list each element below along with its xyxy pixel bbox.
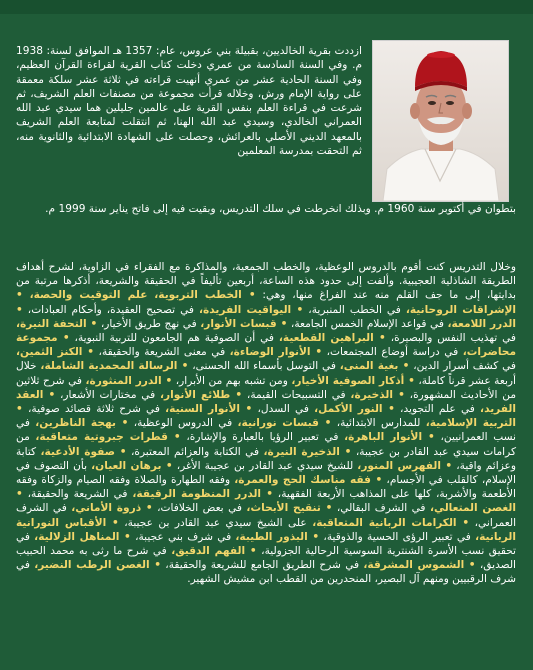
work-description: في نهج طريق الأخيار،: [97, 317, 201, 330]
work-title: • التربية الإسلامية،: [16, 403, 516, 430]
work-description: من كرامات سيدي عبد القادر بن عجيبة،: [16, 431, 517, 458]
work-description: في تعبير الرؤى الحسية والذوقية،: [319, 530, 476, 543]
work-description: في السدل،: [252, 403, 315, 416]
work-description: في أن الصوفية هم الجامعون للتربية النبوية،: [69, 332, 279, 345]
author-biography: ازددت بقرية الخالديين، بقبيلة بني عروس، عام: 1357 هـ الموافق لسنة: 1938 م. وفي السنة السادسة من عمري دخلت كتاب القرية لقراءة القرآن العظيم، وفي السنة الحادية عشر من عمري أنهيت قراءته في ثلاثة عشر سلكة معمقة على رواية الإمام ورش، وخلاله قرأت مجموعة من مصنفات العلم الشريف، ثم شرعت في قراءة العلم بنفس القرية على عالمين جليلين هما سيدي عبد الله العمراني الخالدي، وسيدي عبد الله الهنا، ثم انتقلت لمتابعة العلم الشريف بالمعهد الديني الأصلي بالعرائش، وحصلت على الشهادة الابتدائية والثانوية منه، ثم التحقت بمدرسة المعلمين: [16, 45, 362, 158]
work-description: للشيخ سيدي عبد القادر بن عجيبة الأغر،: [172, 459, 358, 472]
work-title: • صفوة الأدعية،: [40, 445, 127, 458]
work-title: • تنقيح الأبحاث،: [246, 502, 333, 515]
work-description: وخلال التدريس كنت أقوم بالدروس الوعظية، والخطب الجمعية، والمذاكرة مع الفقراء في الزاوية، لشرح أهداف الطريقة الشاذلية العجيبية. وألفت إلى حدود هذه الساعة، أربعين تأليفاً في الحقيقة والشريعة، أذكرها مرتبة من بدايتها، إلى ما جف القلم منه عند الفراغ منها، وهي:: [16, 261, 516, 302]
work-description: في دراسة أوضاع المجتمعات،: [322, 346, 463, 359]
work-title: علم التوقيت والحصة،: [29, 289, 148, 302]
work-description: في تهذيب النفس والبصيرة،: [385, 332, 516, 345]
work-title: • قبسات الأنوار،: [200, 317, 288, 330]
work-description: على الشيخ سيدي عبد القادر بن عجيبة،: [118, 516, 313, 529]
work-title: • الذخيرة النيرة،: [263, 445, 352, 458]
work-description: في الكتابة والعزائم المعتبرة،: [126, 445, 264, 458]
work-title: • الخطب التربوية،: [154, 289, 256, 302]
work-title: • طلائع الأنوار،: [160, 388, 243, 401]
work-title: • البذور الطيبة،: [235, 530, 320, 543]
work-title: • الشموس المشرقة،: [363, 559, 476, 572]
work-title: • الكرامات الربانية المتعاقبة،: [312, 516, 470, 529]
work-title: • التحفة النيرة،: [16, 317, 98, 330]
work-description: للمدارس الابتدائية،: [331, 417, 426, 430]
work-description: في شرح الطريق الجامع للشريعة والحقيقة،: [161, 559, 364, 572]
work-title: • النور الأكمل،: [314, 403, 395, 416]
work-title: • الأقباس النورانية الربانية،: [16, 516, 516, 543]
work-title: • فقه مناسك الحج والعمرة،: [234, 474, 383, 487]
work-title: • الدرر المنثورة،: [85, 374, 173, 387]
work-title: • الأنوار الوضاءة،: [229, 346, 323, 359]
work-description: في الشرف العمراني،: [16, 502, 517, 529]
author-biography-continued: بتطوان في أكتوبر سنة 1960 م. وبذلك انخرطت في سلك التدريس، وبقيت فيه إلى فاتح يناير سنة 1999 م.: [45, 203, 516, 215]
work-description: في تصحيح العقيدة، وأحكام العبادات،: [22, 303, 199, 316]
work-title: • البراهين القطعية،: [278, 332, 386, 345]
works-list: [16, 260, 516, 587]
work-title: • الغصن الرطب النضير،: [34, 559, 162, 572]
work-description: في التوسل بأسماء الله الحسنى،: [188, 360, 340, 373]
work-description: في شرح ثلاثين من الأحاديث المشهورة،: [16, 374, 517, 401]
work-description: كتابة وعزائم واقية،: [16, 445, 516, 472]
work-description: في الدروس الوعظية،: [128, 417, 238, 430]
work-description: في نسب العمرانيين،: [16, 417, 516, 444]
work-description: في تحقيق نسب الأسرة الشنترية السوسية الرحالية الجزولية،: [16, 530, 516, 558]
work-title: • الدرر اللامعة،: [16, 303, 516, 330]
work-title: • الإشراقات الروحانية،: [16, 289, 517, 316]
work-description: خلال أربعة عشر قرناً كاملة،: [16, 360, 516, 387]
work-description: في قواعد الإسلام الخمس الجامعة،: [287, 317, 448, 330]
work-title: • ذروة الأماني،: [71, 502, 153, 515]
work-description: بأن التصوف في الإسلام، كالقلب في الأجسام،: [16, 459, 516, 487]
work-title: • قطرات جبروتية متعاقبة،: [35, 431, 181, 444]
author-portrait: [372, 40, 509, 202]
work-title: • بهجة الناظرين،: [35, 417, 129, 430]
work-title: • بغية المنى،: [339, 360, 410, 373]
work-title: • الغصن المتعالي،: [16, 488, 516, 515]
work-title: • الفهرس المنور،: [357, 459, 453, 472]
work-description: في كشف أسرار الدين،: [409, 360, 516, 373]
work-title: • أذكار الصوفية الأخيار،: [291, 374, 415, 387]
work-title: • الأنوار الباهرة،: [344, 431, 435, 444]
work-title: • المناهل الزلالية،: [34, 530, 131, 543]
work-description: في معنى الشريعة والحقيقة،: [94, 346, 230, 359]
work-description: في الخطب المنبرية،: [303, 303, 406, 316]
work-title: • الفهم الدقيق،: [171, 545, 257, 558]
work-title: • الدرر المنظومة الرقيقة،: [132, 488, 273, 501]
work-title: • اليواقيت الفريدة،: [199, 303, 304, 316]
work-title: • الأنوار السنية،: [165, 403, 253, 416]
work-description: في علم التجويد،: [394, 403, 481, 416]
work-title: • مجموعة محاضرات،: [16, 332, 517, 359]
work-description: في الشريعة والحقيقة،: [22, 488, 133, 501]
work-title: • قبسات نورانية،: [237, 417, 332, 430]
top-frame-band: [0, 0, 533, 14]
work-title: • الكنز الثمين،: [16, 346, 95, 359]
work-description: في التسبيحات القيمة،: [242, 388, 351, 401]
work-description: في شرف بني عجيبة،: [130, 530, 236, 543]
work-title: • الرسالة المحمدية الشاملة،: [40, 360, 189, 373]
work-title: • العقد الفريد،: [16, 388, 516, 416]
work-description: [23, 289, 30, 301]
work-description: في الشرف البقالي،: [332, 502, 430, 515]
work-title: • الذخيرة،: [350, 388, 405, 401]
work-description: في شرح ما رثى به محمد الحبيب الصديق،: [16, 545, 516, 572]
work-description: في مختارات الأشعار،: [55, 388, 160, 401]
work-description: في تعبير الرؤيا بالعبارة والإشارة،: [180, 431, 345, 444]
work-description: في شرف الرقبيين ومنهم آل البصير، المنحدرين من القطب ابن مشيش الشهير.: [16, 559, 516, 586]
work-description: وفقه الطهارة والصلاة وفقه الصيام والزكاة وفقه الأطعمة والأشربة، كلها على المذاهب الأربعة الفقهية،: [16, 474, 516, 501]
work-title: • برهان العيان،: [91, 459, 173, 472]
work-description: في بعض الخلافات،: [152, 502, 247, 515]
work-description: في شرح ثلاثة قصائد صوفية،: [22, 403, 166, 416]
work-description: ومن تشبه بهم من الأبرار،: [172, 374, 292, 387]
